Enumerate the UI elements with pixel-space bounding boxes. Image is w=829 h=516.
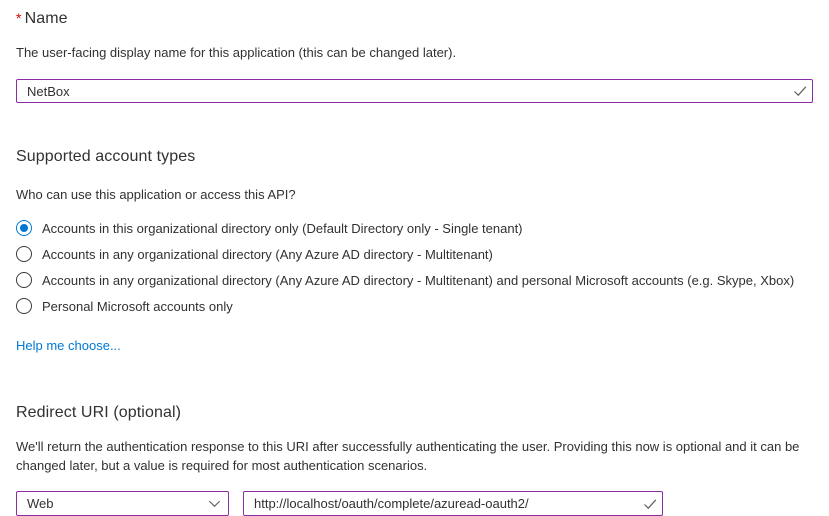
radio-option-label: Personal Microsoft accounts only xyxy=(42,298,233,314)
radio-selected-icon[interactable] xyxy=(16,220,32,236)
account-types-radio-group xyxy=(16,215,813,319)
redirect-uri-field-wrapper xyxy=(243,491,663,516)
radio-option-label: Accounts in this organizational directory only (Default Directory only - Single tenant) xyxy=(42,220,523,236)
radio-option-label: Accounts in any organizational directory (Any Azure AD directory - Multitenant) and personal Microsoft accounts (e.g. Skype, Xbox) xyxy=(42,272,795,288)
redirect-uri-input[interactable] xyxy=(244,492,638,515)
radio-unselected-icon[interactable] xyxy=(16,272,32,288)
radio-unselected-icon[interactable] xyxy=(16,246,32,262)
radio-option-multitenant-personal[interactable] xyxy=(16,267,813,293)
radio-option-single-tenant[interactable] xyxy=(16,215,813,241)
chevron-down-icon xyxy=(200,496,228,511)
account-types-section-title: Supported account types xyxy=(16,148,196,165)
radio-option-personal-only[interactable] xyxy=(16,293,813,319)
platform-select[interactable] xyxy=(16,491,229,516)
radio-option-label: Accounts in any organizational directory (Any Azure AD directory - Multitenant) xyxy=(42,246,493,262)
platform-select-value: Web xyxy=(27,496,54,511)
redirect-uri-row xyxy=(16,491,813,516)
name-section-title xyxy=(16,10,813,28)
radio-unselected-icon[interactable] xyxy=(16,298,32,314)
name-description: The user-facing display name for this application (this can be changed later). xyxy=(16,45,457,60)
redirect-uri-description: We'll return the authentication response to this URI after successfully authenticating the user. Providing this now is optional and it can be changed later, but a value is required for most authentication scenarios. xyxy=(16,439,800,473)
redirect-uri-section-title: Redirect URI (optional) xyxy=(16,404,182,421)
checkmark-icon xyxy=(638,496,662,512)
name-input[interactable] xyxy=(17,80,788,102)
required-asterisk: * xyxy=(16,10,22,26)
name-title-text: Name xyxy=(24,10,68,27)
help-me-choose-link[interactable]: Help me choose... xyxy=(16,338,121,353)
radio-option-multitenant[interactable] xyxy=(16,241,813,267)
name-field-wrapper xyxy=(16,79,813,103)
checkmark-icon xyxy=(788,83,812,99)
account-types-question: Who can use this application or access this API? xyxy=(16,187,296,202)
